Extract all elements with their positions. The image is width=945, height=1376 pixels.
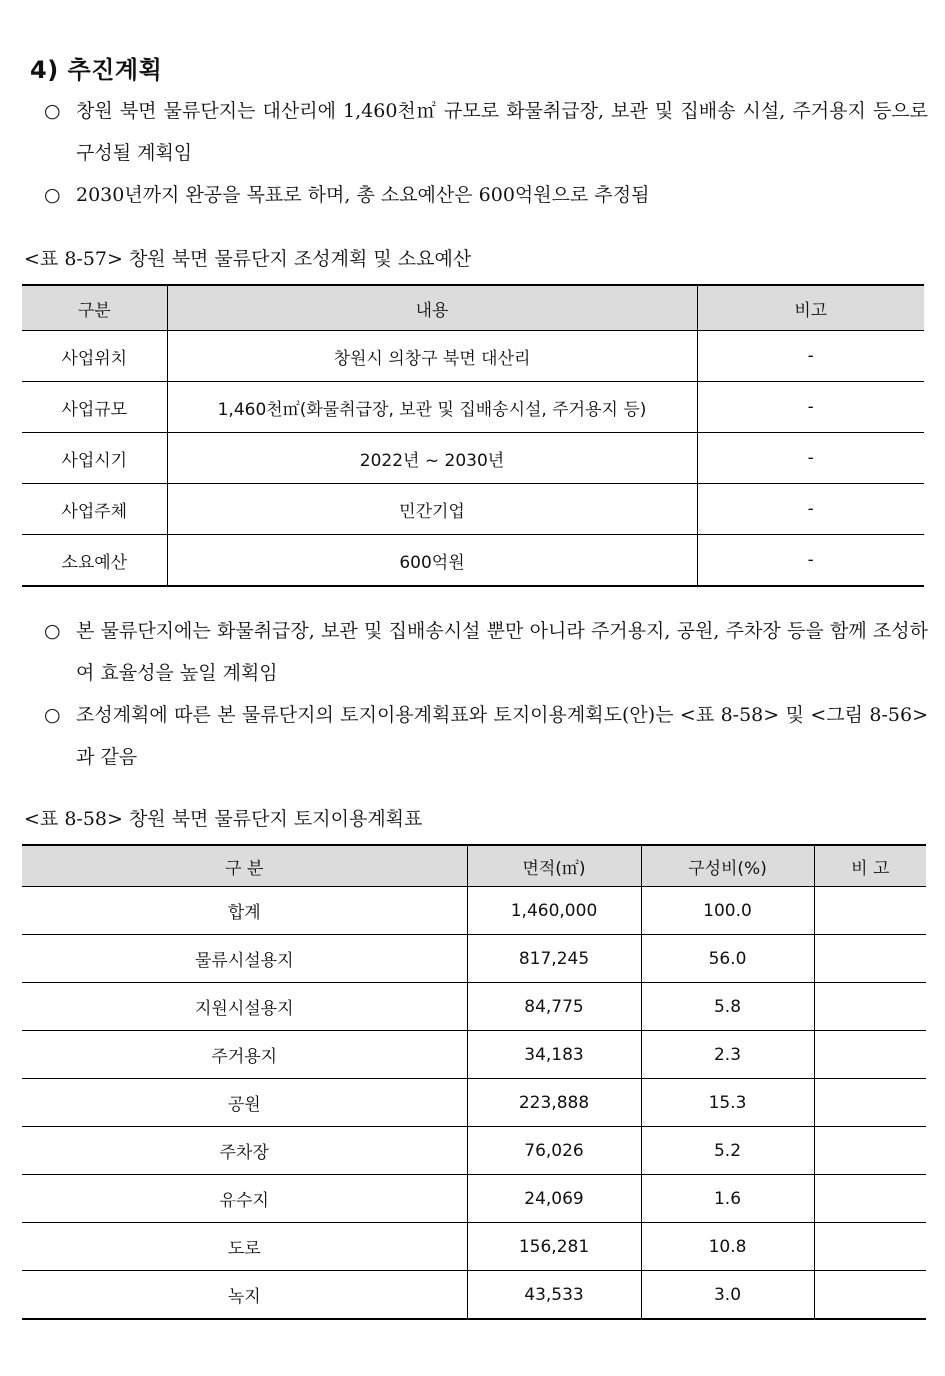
table2-caption: <표 8-58> 창원 북면 물류단지 토지이용계획표 (24, 808, 423, 830)
cell-area: 817,245 (467, 935, 641, 983)
bullet-text: 창원 북면 물류단지는 대산리에 1,460천㎡ 규모로 화물취급장, 보관 및 집배송 시설, 주거용지 등으로 구성될 계획임 (76, 100, 928, 164)
table-row (22, 983, 926, 1031)
table-row (22, 935, 926, 983)
cell-remarks (814, 1031, 926, 1079)
table-construction-plan (22, 284, 924, 587)
cell-ratio: 5.2 (641, 1127, 814, 1175)
table-row (22, 535, 924, 587)
cell-category: 공원 (22, 1079, 467, 1127)
cell-ratio: 3.0 (641, 1271, 814, 1320)
table-row (22, 1031, 926, 1079)
bullet-plan-overview (44, 90, 928, 174)
cell-area: 24,069 (467, 1175, 641, 1223)
table-row (22, 1079, 926, 1127)
cell-content: 1,460천㎡(화물취급장, 보관 및 집배송시설, 주거용지 등) (167, 382, 697, 433)
cell-remarks (814, 1271, 926, 1320)
cell-remarks (814, 1223, 926, 1271)
cell-remarks: - (697, 484, 924, 535)
header-category: 구분 (22, 285, 167, 331)
cell-category: 녹지 (22, 1271, 467, 1320)
cell-remarks (814, 935, 926, 983)
table-row (22, 1223, 926, 1271)
cell-category: 사업시기 (22, 433, 167, 484)
header-remarks: 비고 (697, 285, 924, 331)
cell-category: 물류시설용지 (22, 935, 467, 983)
table-land-use-plan (22, 844, 926, 1320)
header-ratio: 구성비(%) (641, 845, 814, 887)
header-remarks: 비 고 (814, 845, 926, 887)
cell-category: 주차장 (22, 1127, 467, 1175)
cell-content: 600억원 (167, 535, 697, 587)
cell-category: 주거용지 (22, 1031, 467, 1079)
cell-category: 사업규모 (22, 382, 167, 433)
bullet-facility-composition (44, 610, 928, 694)
table-header-row (22, 285, 924, 331)
cell-remarks: - (697, 382, 924, 433)
section-heading: 4) 추진계획 (30, 56, 163, 84)
table-row (22, 1127, 926, 1175)
cell-remarks (814, 1175, 926, 1223)
cell-content: 2022년 ~ 2030년 (167, 433, 697, 484)
cell-remarks (814, 1079, 926, 1127)
bullet-mark: ○ (44, 100, 61, 122)
cell-category: 도로 (22, 1223, 467, 1271)
cell-category: 지원시설용지 (22, 983, 467, 1031)
table-row (22, 1271, 926, 1320)
table-header-row (22, 845, 926, 887)
cell-remarks (814, 887, 926, 935)
cell-remarks: - (697, 433, 924, 484)
cell-category: 사업주체 (22, 484, 167, 535)
cell-area: 1,460,000 (467, 887, 641, 935)
cell-ratio: 15.3 (641, 1079, 814, 1127)
bullet-text: 2030년까지 완공을 목표로 하며, 총 소요예산은 600억원으로 추정됨 (76, 184, 650, 206)
bullet-text: 조성계획에 따른 본 물류단지의 토지이용계획표와 토지이용계획도(안)는 <표 8-58> 및 <그림 8-56>과 같음 (76, 704, 928, 768)
bullet-completion-budget (44, 174, 928, 216)
bullet-land-use-reference (44, 694, 928, 778)
table-row (22, 887, 926, 935)
cell-category: 합계 (22, 887, 467, 935)
cell-ratio: 2.3 (641, 1031, 814, 1079)
cell-area: 84,775 (467, 983, 641, 1031)
bullet-text: 본 물류단지에는 화물취급장, 보관 및 집배송시설 뿐만 아니라 주거용지, 공원, 주차장 등을 함께 조성하여 효율성을 높일 계획임 (76, 620, 928, 684)
cell-category: 유수지 (22, 1175, 467, 1223)
cell-category: 소요예산 (22, 535, 167, 587)
header-area: 면적(㎡) (467, 845, 641, 887)
bullet-mark: ○ (44, 704, 61, 726)
cell-ratio: 5.8 (641, 983, 814, 1031)
cell-remarks (814, 1127, 926, 1175)
cell-ratio: 100.0 (641, 887, 814, 935)
cell-remarks: - (697, 535, 924, 587)
header-content: 내용 (167, 285, 697, 331)
header-category: 구 분 (22, 845, 467, 887)
cell-ratio: 1.6 (641, 1175, 814, 1223)
bullet-mark: ○ (44, 620, 61, 642)
cell-area: 156,281 (467, 1223, 641, 1271)
cell-category: 사업위치 (22, 331, 167, 382)
table-row (22, 331, 924, 382)
table-row (22, 484, 924, 535)
cell-area: 34,183 (467, 1031, 641, 1079)
cell-area: 43,533 (467, 1271, 641, 1320)
cell-ratio: 10.8 (641, 1223, 814, 1271)
cell-area: 76,026 (467, 1127, 641, 1175)
table1-caption: <표 8-57> 창원 북면 물류단지 조성계획 및 소요예산 (24, 248, 472, 270)
bullet-mark: ○ (44, 184, 61, 206)
cell-content: 창원시 의창구 북면 대산리 (167, 331, 697, 382)
cell-content: 민간기업 (167, 484, 697, 535)
cell-area: 223,888 (467, 1079, 641, 1127)
table-row (22, 433, 924, 484)
cell-remarks (814, 983, 926, 1031)
cell-remarks: - (697, 331, 924, 382)
cell-ratio: 56.0 (641, 935, 814, 983)
table-row (22, 1175, 926, 1223)
table-row (22, 382, 924, 433)
